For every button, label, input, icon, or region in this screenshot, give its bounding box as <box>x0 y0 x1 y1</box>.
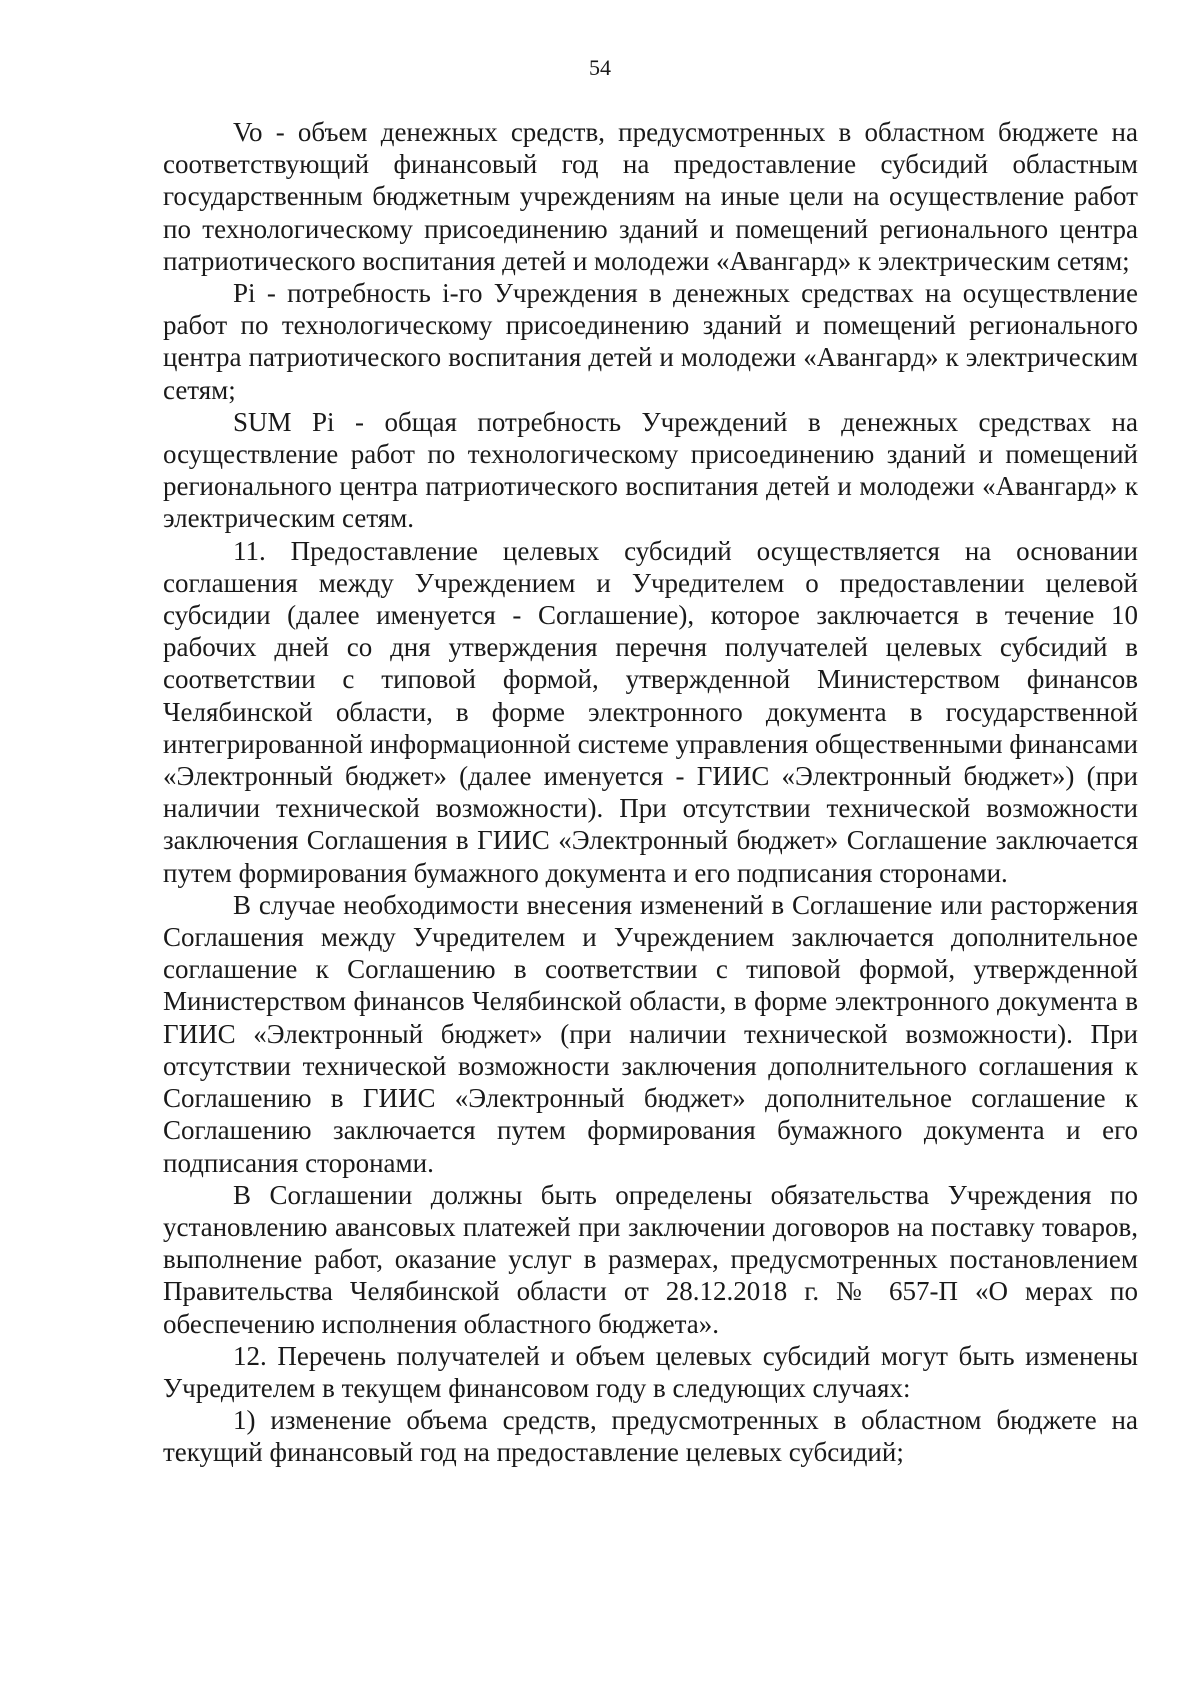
document-body <box>163 116 1138 1469</box>
paragraph-amendment: В случае необходимости внесения изменений в Соглашение или расторжения Соглашения между Учредителем и Учреждением заключается дополнительное соглашение к Соглашению в соответствии с типовой формой, утвержденной Министерством финансов Челябинской области, в форме электронного документа в ГИИС «Электронный бюджет» (при наличии технической возможности). При отсутствии технической возможности заключения дополнительного соглашения к Соглашению в ГИИС «Электронный бюджет» дополнительное соглашение к Соглашению заключается путем формирования бумажного документа и его подписания сторонами. <box>163 889 1138 1178</box>
paragraph-clause-12: 12. Перечень получателей и объем целевых субсидий могут быть изменены Учредителем в текущем финансовом году в следующих случаях: <box>163 1340 1138 1403</box>
page-number: 54 <box>589 55 611 80</box>
paragraph-clause-11: 11. Предоставление целевых субсидий осуществляется на основании соглашения между Учреждением и Учредителем о предоставлении целевой субсидии (далее именуется - Соглашение), которое заключается в течение 10 рабочих дней со дня утверждения перечня получателей целевых субсидий в соответствии с типовой формой, утвержденной Министерством финансов Челябинской области, в форме электронного документа в государственной интегрированной информационной системе управления общественными финансами «Электронный бюджет» (далее именуется - ГИИС «Электронный бюджет») (при наличии технической возможности). При отсутствии технической возможности заключения Соглашения в ГИИС «Электронный бюджет» Соглашение заключается путем формирования бумажного документа и его подписания сторонами. <box>163 535 1138 888</box>
paragraph-advance-payments: В Соглашении должны быть определены обязательства Учреждения по установлению авансовых платежей при заключении договоров на поставку товаров, выполнение работ, оказание услуг в размерах, предусмотренных постановлением Правительства Челябинской области от 28.12.2018 г. № 657-П «О мерах по обеспечению исполнения областного бюджета». <box>163 1179 1138 1339</box>
paragraph-vo-definition: Vo - объем денежных средств, предусмотренных в областном бюджете на соответствующий финансовый год на предоставление субсидий областным государственным бюджетным учреждениям на иные цели на осуществление работ по технологическому присоединению зданий и помещений регионального центра патриотического воспитания детей и молодежи «Авангард» к электрическим сетям; <box>163 117 1138 276</box>
paragraph-sum-pi-definition: SUM Pi - общая потребность Учреждений в денежных средствах на осуществление работ по технологическому присоединению зданий и помещений регионального центра патриотического воспитания детей и молодежи «Авангард» к электрическим сетям. <box>163 406 1138 534</box>
paragraph-pi-definition: Pi - потребность i-го Учреждения в денежных средствах на осуществление работ по технологическому присоединению зданий и помещений регионального центра патриотического воспитания детей и молодежи «Авангард» к электрическим сетям; <box>163 278 1138 405</box>
paragraph-clause-12-item-1: 1) изменение объема средств, предусмотренных в областном бюджете на текущий финансовый год на предоставление целевых субсидий; <box>163 1405 1138 1468</box>
